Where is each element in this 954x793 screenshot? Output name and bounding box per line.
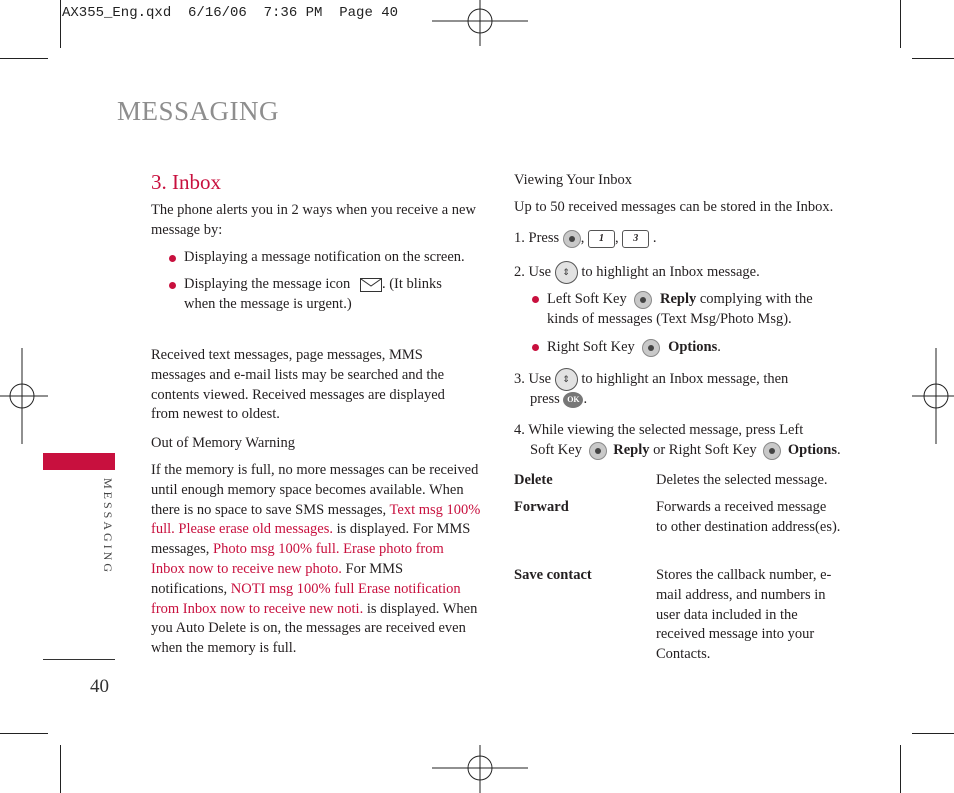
memory-warning-paragraph [151, 461, 481, 659]
bullet-item [184, 275, 474, 315]
crop-mark [0, 58, 48, 59]
side-rule [43, 659, 115, 660]
bullet-dot [169, 282, 176, 289]
key-label: Reply [613, 442, 650, 458]
step-text: . [717, 339, 721, 355]
message-envelope-icon [360, 278, 382, 292]
side-tab-label: MESSAGING [101, 478, 115, 576]
step-3-continued [530, 390, 587, 410]
step-4: 4. While viewing the selected message, press Left [514, 422, 804, 438]
numeric-key-1-icon: 1 [588, 230, 615, 248]
sub-bullet [547, 338, 837, 358]
bullet-text: Displaying the message icon [184, 276, 351, 292]
option-term: Save contact [514, 567, 592, 583]
soft-key-icon [642, 339, 660, 357]
crop-mark [60, 745, 61, 793]
crop-mark [0, 733, 48, 734]
step-text: Right Soft Key [547, 339, 635, 355]
registration-mark-icon [0, 348, 48, 444]
print-slug: AX355_Eng.qxd 6/16/06 7:36 PM Page 40 [62, 5, 399, 21]
option-term: Forward [514, 499, 569, 515]
bullet-dot [532, 296, 539, 303]
step-text: , [580, 230, 585, 246]
body-paragraph: Received text messages, page messages, MMS messages and e-mail lists may be searched and the contents viewed. Received messages are displayed from newest to oldest. [151, 347, 445, 423]
soft-key-icon [589, 442, 607, 460]
memory-text: If the memory is full, no more messages can be received until enough memory space becomes available. When there is no space to save SMS messages, [151, 462, 479, 518]
option-desc: Forwards a received message to other destination address(es). [656, 499, 841, 535]
step-text: . [837, 442, 841, 458]
memory-text: is displayed. When you Auto Delete is on, the messages are received even when the memory is full. [151, 600, 478, 657]
step-text: , [615, 230, 619, 246]
registration-mark-icon [912, 348, 954, 444]
option-term: Delete [514, 472, 553, 488]
crop-mark [900, 0, 901, 48]
step-text: Left Soft Key [547, 291, 627, 307]
step-text: complying with the kinds of messages (Text Msg/Photo Msg). [547, 291, 813, 327]
step-3 [514, 368, 874, 391]
section-title: 3. Inbox [151, 170, 221, 194]
key-label: Reply [659, 291, 697, 307]
registration-mark-icon [432, 0, 528, 48]
option-desc: Stores the callback number, e-mail address, and numbers in user data included in the received message into your Contacts. [656, 567, 832, 663]
step-text: to highlight an Inbox message, then [581, 370, 789, 387]
step-2 [514, 261, 874, 284]
navigation-key-icon: ⇕ [555, 368, 578, 391]
registration-mark-icon [432, 745, 528, 793]
warning-message: NOTI msg 100% full Erase notification from Inbox now to receive new noti. [151, 580, 461, 617]
step-text: 3. Use [514, 370, 552, 387]
step-text: . [583, 391, 588, 407]
soft-key-icon [634, 291, 652, 309]
soft-key-icon [763, 442, 781, 460]
step-text: . [652, 230, 657, 246]
subheading: Out of Memory Warning [151, 435, 295, 451]
memory-text: For MMS notifications, [151, 560, 404, 597]
navigation-key-icon: ⇕ [555, 261, 578, 284]
step-text: 2. Use [514, 263, 552, 280]
step-text: press [530, 391, 560, 407]
option-desc: Deletes the selected message. [656, 472, 828, 488]
crop-mark [912, 733, 954, 734]
crop-mark [912, 58, 954, 59]
step-text: or Right Soft Key [653, 442, 757, 458]
intro-text: The phone alerts you in 2 ways when you receive a new message by: [151, 202, 476, 238]
bullet-dot [532, 344, 539, 351]
crop-mark [900, 745, 901, 793]
soft-key-icon [563, 230, 581, 248]
key-label: Options [668, 339, 718, 355]
key-label: Options [787, 442, 838, 458]
numeric-key-3-icon: 3 [622, 230, 649, 248]
step-text: to highlight an Inbox message. [581, 263, 760, 280]
sub-bullet [547, 290, 837, 330]
warning-message: Text msg 100% full. Please erase old messages. [151, 501, 481, 538]
memory-text: is displayed. For MMS messages, [151, 521, 471, 558]
step-4-continued [530, 441, 890, 461]
crop-mark [60, 0, 61, 48]
step-text: Soft Key [530, 442, 582, 458]
step-1 [514, 229, 874, 249]
page-title: MESSAGING [117, 96, 280, 126]
ok-key-icon: OK [563, 392, 583, 408]
step-text: 1. Press [514, 230, 560, 246]
bullet-dot [169, 255, 176, 262]
bullet-item: Displaying a message notification on the screen. [184, 249, 465, 265]
page-number: 40 [90, 676, 109, 697]
intro-text: Up to 50 received messages can be stored in the Inbox. [514, 199, 834, 215]
side-tab-bar [43, 453, 115, 470]
bullet-text: . (It blinks when the message is urgent.) [184, 276, 442, 312]
subheading: Viewing Your Inbox [514, 172, 632, 188]
warning-message: Photo msg 100% full. Erase photo from Inbox now to receive new photo. [151, 541, 444, 577]
